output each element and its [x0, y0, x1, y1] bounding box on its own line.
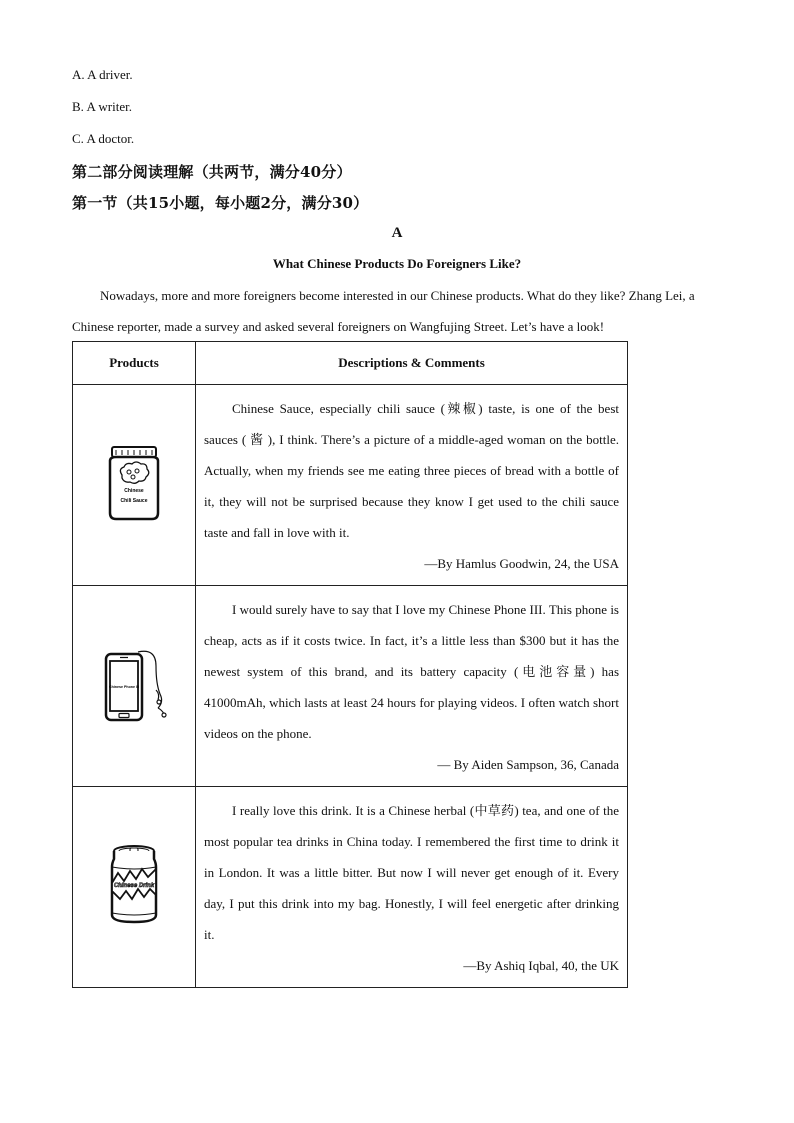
- jar-label-line2: Chili Sauce: [120, 498, 148, 504]
- description-cell: [196, 385, 628, 586]
- descriptions-header: Descriptions & Comments: [196, 342, 628, 385]
- section-heading: 第二部分阅读理解（共两节，满分40分）: [72, 163, 352, 181]
- drink-can-icon: [104, 843, 164, 927]
- option-c: C. A doctor.: [72, 131, 135, 146]
- products-table: [72, 341, 628, 988]
- table-row: [73, 586, 628, 787]
- jar-label-line1: Chinese: [124, 488, 144, 494]
- product-cell: [73, 586, 196, 787]
- comment-text: I really love this drink. It is a Chinese herbal (中草药) tea, and one of the most popular tea drinks in China today. I remembered the first time to drink it in London. It was a little bitter. But now I will never get enough of it. Every day, I put this drink into my bag. Honestly, I will feel energetic after drinking it.: [204, 803, 619, 942]
- can-label: Chinese Drink: [113, 883, 155, 889]
- phone-label: Chinese Phone III: [109, 685, 139, 689]
- comment-text: I would surely have to say that I love my Chinese Phone III. This phone is cheap, acts as if it costs twice. In fact, it’s a little less than $300 but it has the newest system of this brand, and its battery capacity (电池容量) has 41000mAh, which lasts at least 24 hours for playing videos. I often watch short videos on the phone.: [204, 602, 619, 741]
- table-header-row: [73, 342, 628, 385]
- comment-text: Chinese Sauce, especially chili sauce (辣椒) taste, is one of the best sauces ( 酱 ), I think. There’s a picture of a middle-aged woman on the bottle. Actually, when my friends see me eating three pieces of bread with a bottle of it, they will not be surprised because they know I get used to the chili sauce taste and fall in love with it.: [204, 401, 619, 540]
- table-row: [73, 787, 628, 988]
- phone-with-earphones-icon: [98, 644, 170, 724]
- passage-intro-text: Nowadays, more and more foreigners become interested in our Chinese products. What do they like? Zhang Lei, a Chinese reporter, made a survey and asked several foreigners on Wangfujing Street. Let’s have a look!: [72, 288, 695, 334]
- option-b: B. A writer.: [72, 99, 132, 114]
- table-row: [73, 385, 628, 586]
- comment-author: —By Ashiq Iqbal, 40, the UK: [463, 958, 619, 973]
- comment-author: —By Hamlus Goodwin, 24, the USA: [424, 556, 619, 571]
- passage-intro: [72, 280, 712, 342]
- products-header: Products: [73, 342, 196, 385]
- comment-author: — By Aiden Sampson, 36, Canada: [437, 757, 619, 772]
- chili-sauce-jar-icon: [102, 445, 166, 521]
- option-a: A. A driver.: [72, 67, 133, 82]
- product-cell: [73, 787, 196, 988]
- passage-title: What Chinese Products Do Foreigners Like?: [272, 256, 522, 271]
- description-cell: [196, 586, 628, 787]
- description-cell: [196, 787, 628, 988]
- product-cell: [73, 385, 196, 586]
- passage-letter: A: [391, 225, 403, 241]
- subsection-heading: 第一节（共15小题，每小题2分，满分30）: [72, 194, 369, 212]
